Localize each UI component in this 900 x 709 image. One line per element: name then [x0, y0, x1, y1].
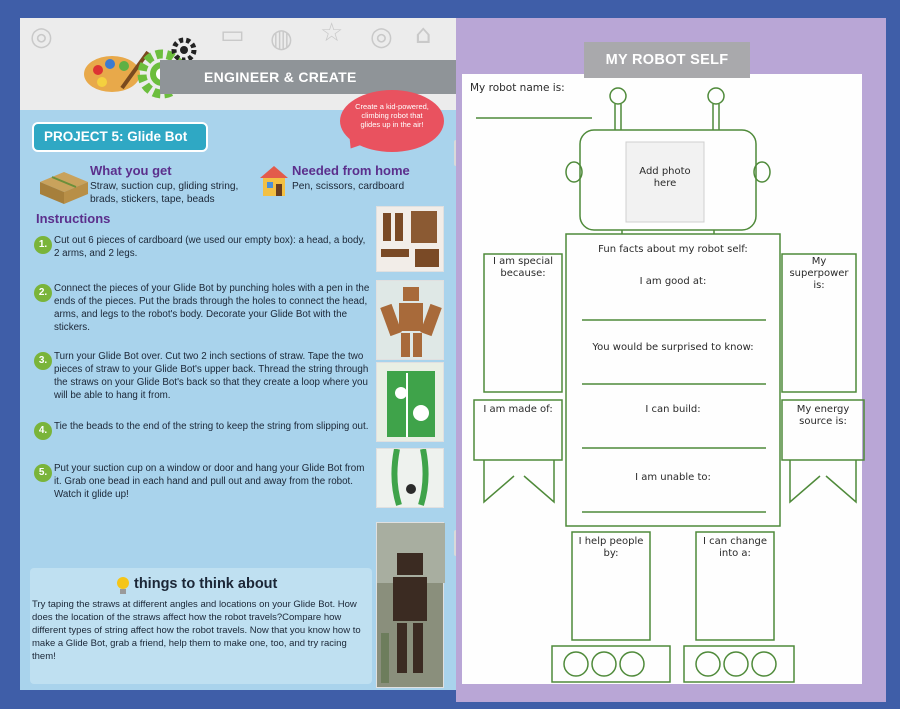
what-you-get-heading: What you get: [90, 163, 172, 178]
instruction-step: [34, 350, 370, 402]
right-page: [456, 18, 886, 702]
think-about-box: [30, 568, 372, 684]
energy-source-label: My energy source is:: [796, 404, 850, 427]
planet-doodle-icon: ◍: [270, 24, 293, 54]
instructions-heading: Instructions: [36, 211, 111, 226]
good-at-label: I am good at:: [639, 276, 707, 287]
section-header: ENGINEER & CREATE: [160, 60, 456, 94]
think-about-heading: things to think about: [134, 576, 278, 592]
globe-doodle-icon: ◎: [30, 22, 53, 52]
robot-outline: [456, 18, 886, 702]
fun-facts-heading: Fun facts about my robot self:: [598, 244, 748, 255]
step-text: Connect the pieces of your Glide Bot by punching holes with a pen in the ends of the pieces. Put the brads through the holes to connect the head, arms, and legs to the robot's body. Decorate your Glide Bot with the stickers.: [54, 283, 370, 333]
step-text: Tie the beads to the end of the string to keep the string from slipping out.: [54, 421, 369, 432]
beads-photo: [376, 448, 444, 508]
step-number: 1.: [34, 236, 52, 254]
can-build-label: I can build:: [645, 404, 701, 415]
book-doodle-icon: ▭: [220, 20, 245, 50]
instruction-step: [34, 282, 370, 334]
globe-doodle-icon-2: ◎: [370, 22, 393, 52]
needed-from-home-text: Pen, scissors, cardboard: [292, 181, 405, 192]
instruction-step: [34, 462, 370, 501]
step-text: Turn your Glide Bot over. Cut two 2 inch sections of straw. Tape the two pieces of straw to your Glide Bot's upper back. Thread the string through the straws on your Glide Bot's back so that they create a loop where you will be able to hang it from.: [54, 351, 369, 401]
surprised-label: You would be surprised to know:: [592, 342, 754, 353]
what-you-get-text: Straw, suction cup, gliding string, brads, stickers, tape, beads: [90, 181, 239, 205]
step-text: Cut out 6 pieces of cardboard (we used our empty box): a head, a body, 2 arms, and 2 legs.: [54, 235, 366, 259]
superpower-label: My superpower is:: [789, 256, 849, 291]
house-icon: [258, 164, 290, 198]
needed-from-home-heading: Needed from home: [292, 163, 410, 178]
help-people-label: I help people by:: [578, 536, 644, 559]
add-photo-label: Add photo here: [639, 166, 691, 189]
flask-doodle-icon: ⌂: [415, 20, 432, 50]
star-doodle-icon: ☆: [320, 18, 344, 48]
cardboard-box-icon: [38, 164, 90, 206]
worksheet-title: MY ROBOT SELF: [584, 42, 750, 78]
straw-back-photo: [376, 362, 444, 442]
step-number: 2.: [34, 284, 52, 302]
special-because-label: I am special because:: [492, 256, 554, 279]
step-number: 3.: [34, 352, 52, 370]
project-title: PROJECT 5: Glide Bot: [32, 122, 208, 152]
step-number: 5.: [34, 464, 52, 482]
window-robot-photo: [376, 522, 444, 688]
cardboard-pieces-photo: [376, 206, 444, 272]
change-into-label: I can change into a:: [702, 536, 768, 559]
step-text: Put your suction cup on a window or door and hang your Glide Bot from it. Grab one bead in each hand and pull out and away from the robot. Watch it glide up!: [54, 463, 365, 500]
unable-to-label: I am unable to:: [635, 472, 711, 483]
think-about-text: Try taping the straws at different angles and locations on your Glide Bot. How does the location of the straws affect how the robot travels?Compare how different types of string affect how the robot travels. Now that you know how to make a Glide Bot, grab a friend, help them to make one, too, and try racing them!: [32, 599, 361, 662]
lightbulb-icon: [114, 575, 132, 597]
made-of-label: I am made of:: [483, 404, 553, 415]
left-page: [20, 18, 456, 690]
assembled-robot-photo: [376, 280, 444, 360]
step-number: 4.: [34, 422, 52, 440]
speech-bubble: Create a kid-powered, climbing robot that glides up in the air!: [340, 90, 444, 152]
robot-name-label: My robot name is:: [470, 82, 565, 94]
instruction-step: [34, 234, 370, 260]
instruction-step: [34, 420, 370, 436]
